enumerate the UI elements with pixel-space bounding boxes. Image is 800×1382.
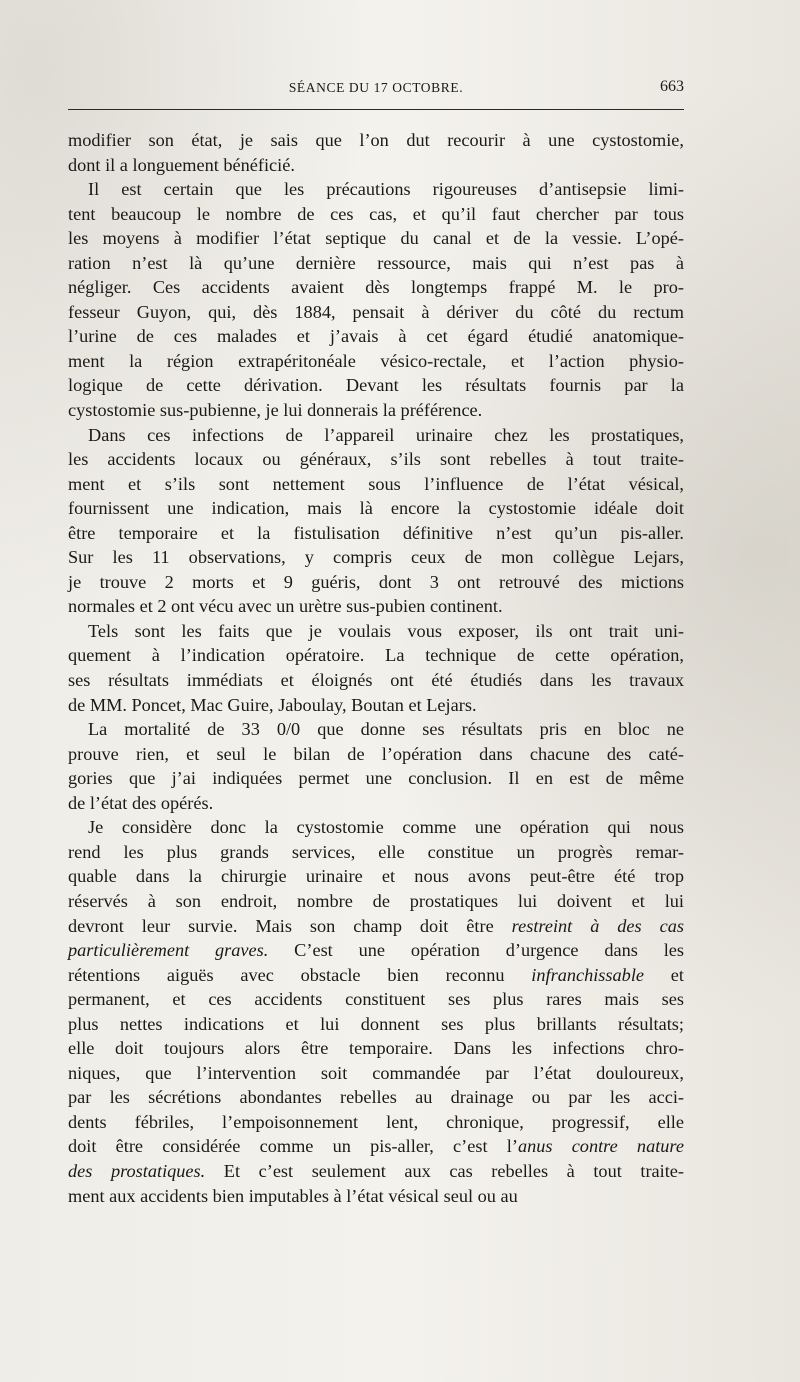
text-line: ment aux accidents bien imputables à l’état vésical seul ou au [68,1185,518,1206]
text-line: de MM. Poncet, Mac Guire, Jaboulay, Boutan et Lejars. [68,694,477,715]
italic-segment: anus contre nature [517,1136,684,1157]
text-line: ses résultats immédiats et éloignés ont été étudiés dans les travaux [68,670,684,691]
running-title: SÉANCE DU 17 OCTOBRE. [288,80,464,95]
text-line: les accidents locaux ou généraux, s’ils sont rebelles à tout traite- [68,449,684,470]
text-segment: devront leur survie. Mais son champ doit être [68,915,512,936]
text-line: Tels sont les faits que je voulais vous exposer, ils ont trait uni- [88,620,684,641]
text-line: modifier son état, je sais que l’on dut recourir à une cystostomie, [68,130,684,150]
text-line: Dans ces infections de l’appareil urinaire chez les prostatiques, [88,424,684,445]
text-segment: rétentions aiguës avec obstacle bien reconnu [68,964,532,985]
text-line: elle doit toujours alors être temporaire. Dans les infections chro- [68,1038,684,1059]
italic-segment: des prostatiques. [68,1160,206,1181]
text-line: ment la région extrapéritonéale vésico-rectale, et l’action physio- [68,350,684,371]
italic-segment: infranchissable [531,964,645,985]
text-segment: et [644,964,685,985]
text-line: fournissent une indication, mais là encore la cystostomie idéale doit [68,498,684,519]
text-segment: C’est une opération d’urgence dans les [268,940,684,961]
text-line: ment et s’ils sont nettement sous l’influence de l’état vésical, [68,473,684,494]
text-line: les moyens à modifier l’état septique du canal et de la vessie. L’opé- [68,228,684,249]
text-line: permanent, et ces accidents constituent ses plus rares mais ses [68,989,684,1010]
text-line: je trouve 2 morts et 9 guéris, dont 3 ont retrouvé des mictions [68,571,684,592]
header-rule [68,109,684,110]
text-line: quable dans la chirurgie urinaire et nous avons peut-être été trop [68,866,684,887]
body-text [68,128,684,1208]
text-line: réservés à son endroit, nombre de prostatiques lui doivent et lui [68,890,684,911]
text-line: Sur les 11 observations, y compris ceux de mon collègue Lejars, [68,547,684,568]
italic-segment: particulièrement graves. [68,940,269,961]
text-line: dont il a longuement bénéficié. [68,154,295,175]
text-line: normales et 2 ont vécu avec un urètre sus-pubien continent. [68,596,503,617]
text-line: prouve rien, et seul le bilan de l’opération dans chacune des caté- [68,743,684,764]
text-line [68,1159,684,1184]
text-line: fesseur Guyon, qui, dès 1884, pensait à dériver du côté du rectum [68,301,684,322]
text-line: négliger. Ces accidents avaient dès longtemps frappé M. le pro- [68,277,684,298]
text-line: dents fébriles, l’empoisonnement lent, chronique, progressif, elle [68,1111,684,1132]
text-line: cystostomie sus-pubienne, je lui donnerais la préférence. [68,400,483,421]
text-line: Il est certain que les précautions rigoureuses d’antisepsie limi- [88,179,684,200]
text-line: plus nettes indications et lui donnent ses plus brillants résultats; [68,1013,684,1034]
text-line: l’urine de ces malades et j’avais à cet égard étudié anatomique- [68,326,684,347]
page-number: 663 [660,78,684,95]
text-line: de l’état des opérés. [68,792,214,813]
text-line: par les sécrétions abondantes rebelles au drainage ou par les acci- [68,1087,684,1108]
text-segment: Et c’est seulement aux cas rebelles à tout traite- [205,1160,685,1181]
text-line: rend les plus grands services, elle constitue un progrès remar- [68,841,684,862]
text-line [68,938,684,963]
text-line: ration n’est là qu’une dernière ressource, mais qui n’est pas à [68,252,684,273]
text-line: La mortalité de 33 0/0 que donne ses résultats pris en bloc ne [88,719,684,740]
text-line [68,963,684,988]
text-line [68,1134,684,1159]
text-line: logique de cette dérivation. Devant les résultats fournis par la [68,375,684,396]
running-head [68,78,684,100]
text-line: Je considère donc la cystostomie comme une opération qui nous [88,817,684,838]
text-line: gories que j’ai indiquées permet une conclusion. Il en est de même [68,768,684,789]
italic-segment: restreint à des cas [511,915,684,936]
text-line: tent beaucoup le nombre de ces cas, et qu’il faut chercher par tous [68,203,684,224]
text-segment: doit être considérée comme un pis-aller, c’est l’ [68,1136,518,1157]
text-line [68,914,684,939]
text-line: quement à l’indication opératoire. La technique de cette opération, [68,645,684,666]
text-line: être temporaire et la fistulisation définitive n’est qu’un pis-aller. [68,522,684,543]
text-line: niques, que l’intervention soit commandée par l’état douloureux, [68,1062,684,1083]
